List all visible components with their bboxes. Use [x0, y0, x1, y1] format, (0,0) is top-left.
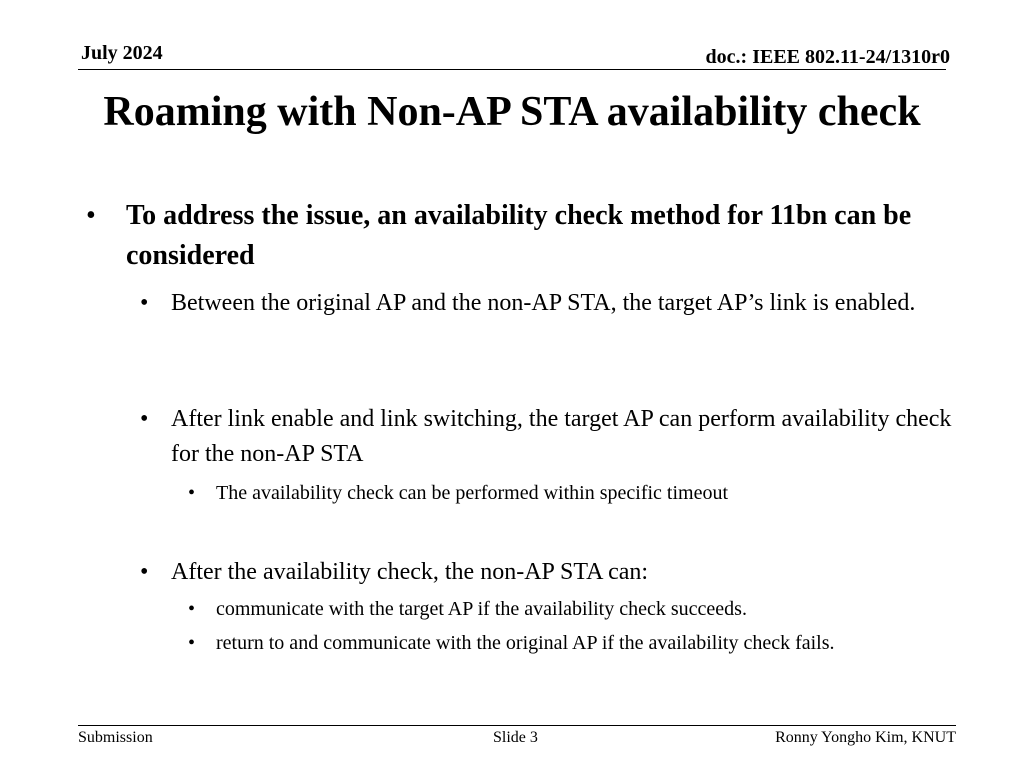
bullet-marker: •	[140, 559, 149, 585]
bullet-marker: •	[86, 200, 96, 231]
slide-title: Roaming with Non-AP STA availability check	[103, 89, 921, 135]
bullet-marker: •	[188, 632, 196, 654]
bullet-sub-2: After link enable and link switching, the target AP can perform availability check for the non-AP STA	[171, 406, 952, 467]
footer-submission: Submission	[78, 729, 153, 746]
bullet-marker: •	[188, 482, 196, 504]
bullet-sub-3: After the availability check, the non-AP STA can:	[171, 559, 649, 585]
header-divider	[78, 69, 946, 70]
bullet-sub-1: Between the original AP and the non-AP STA, the target AP’s link is enabled.	[171, 290, 916, 316]
header-document-id: doc.: IEEE 802.11-24/1310r0	[705, 46, 950, 68]
header-date: July 2024	[81, 42, 163, 64]
footer-author: Ronny Yongho Kim, KNUT	[775, 729, 956, 746]
bullet-marker: •	[140, 406, 149, 432]
footer-divider	[78, 725, 956, 726]
bullet-sub-3-detail-2: return to and communicate with the original AP if the availability check fails.	[216, 632, 835, 654]
bullet-marker: •	[188, 598, 196, 620]
bullet-sub-3-detail-1: communicate with the target AP if the availability check succeeds.	[216, 598, 747, 620]
bullet-sub-2-detail: The availability check can be performed within specific timeout	[216, 482, 729, 504]
bullet-main: To address the issue, an availability check method for 11bn can be considered	[126, 200, 912, 271]
bullet-marker: •	[140, 290, 149, 316]
footer-slide-number: Slide 3	[493, 729, 538, 746]
